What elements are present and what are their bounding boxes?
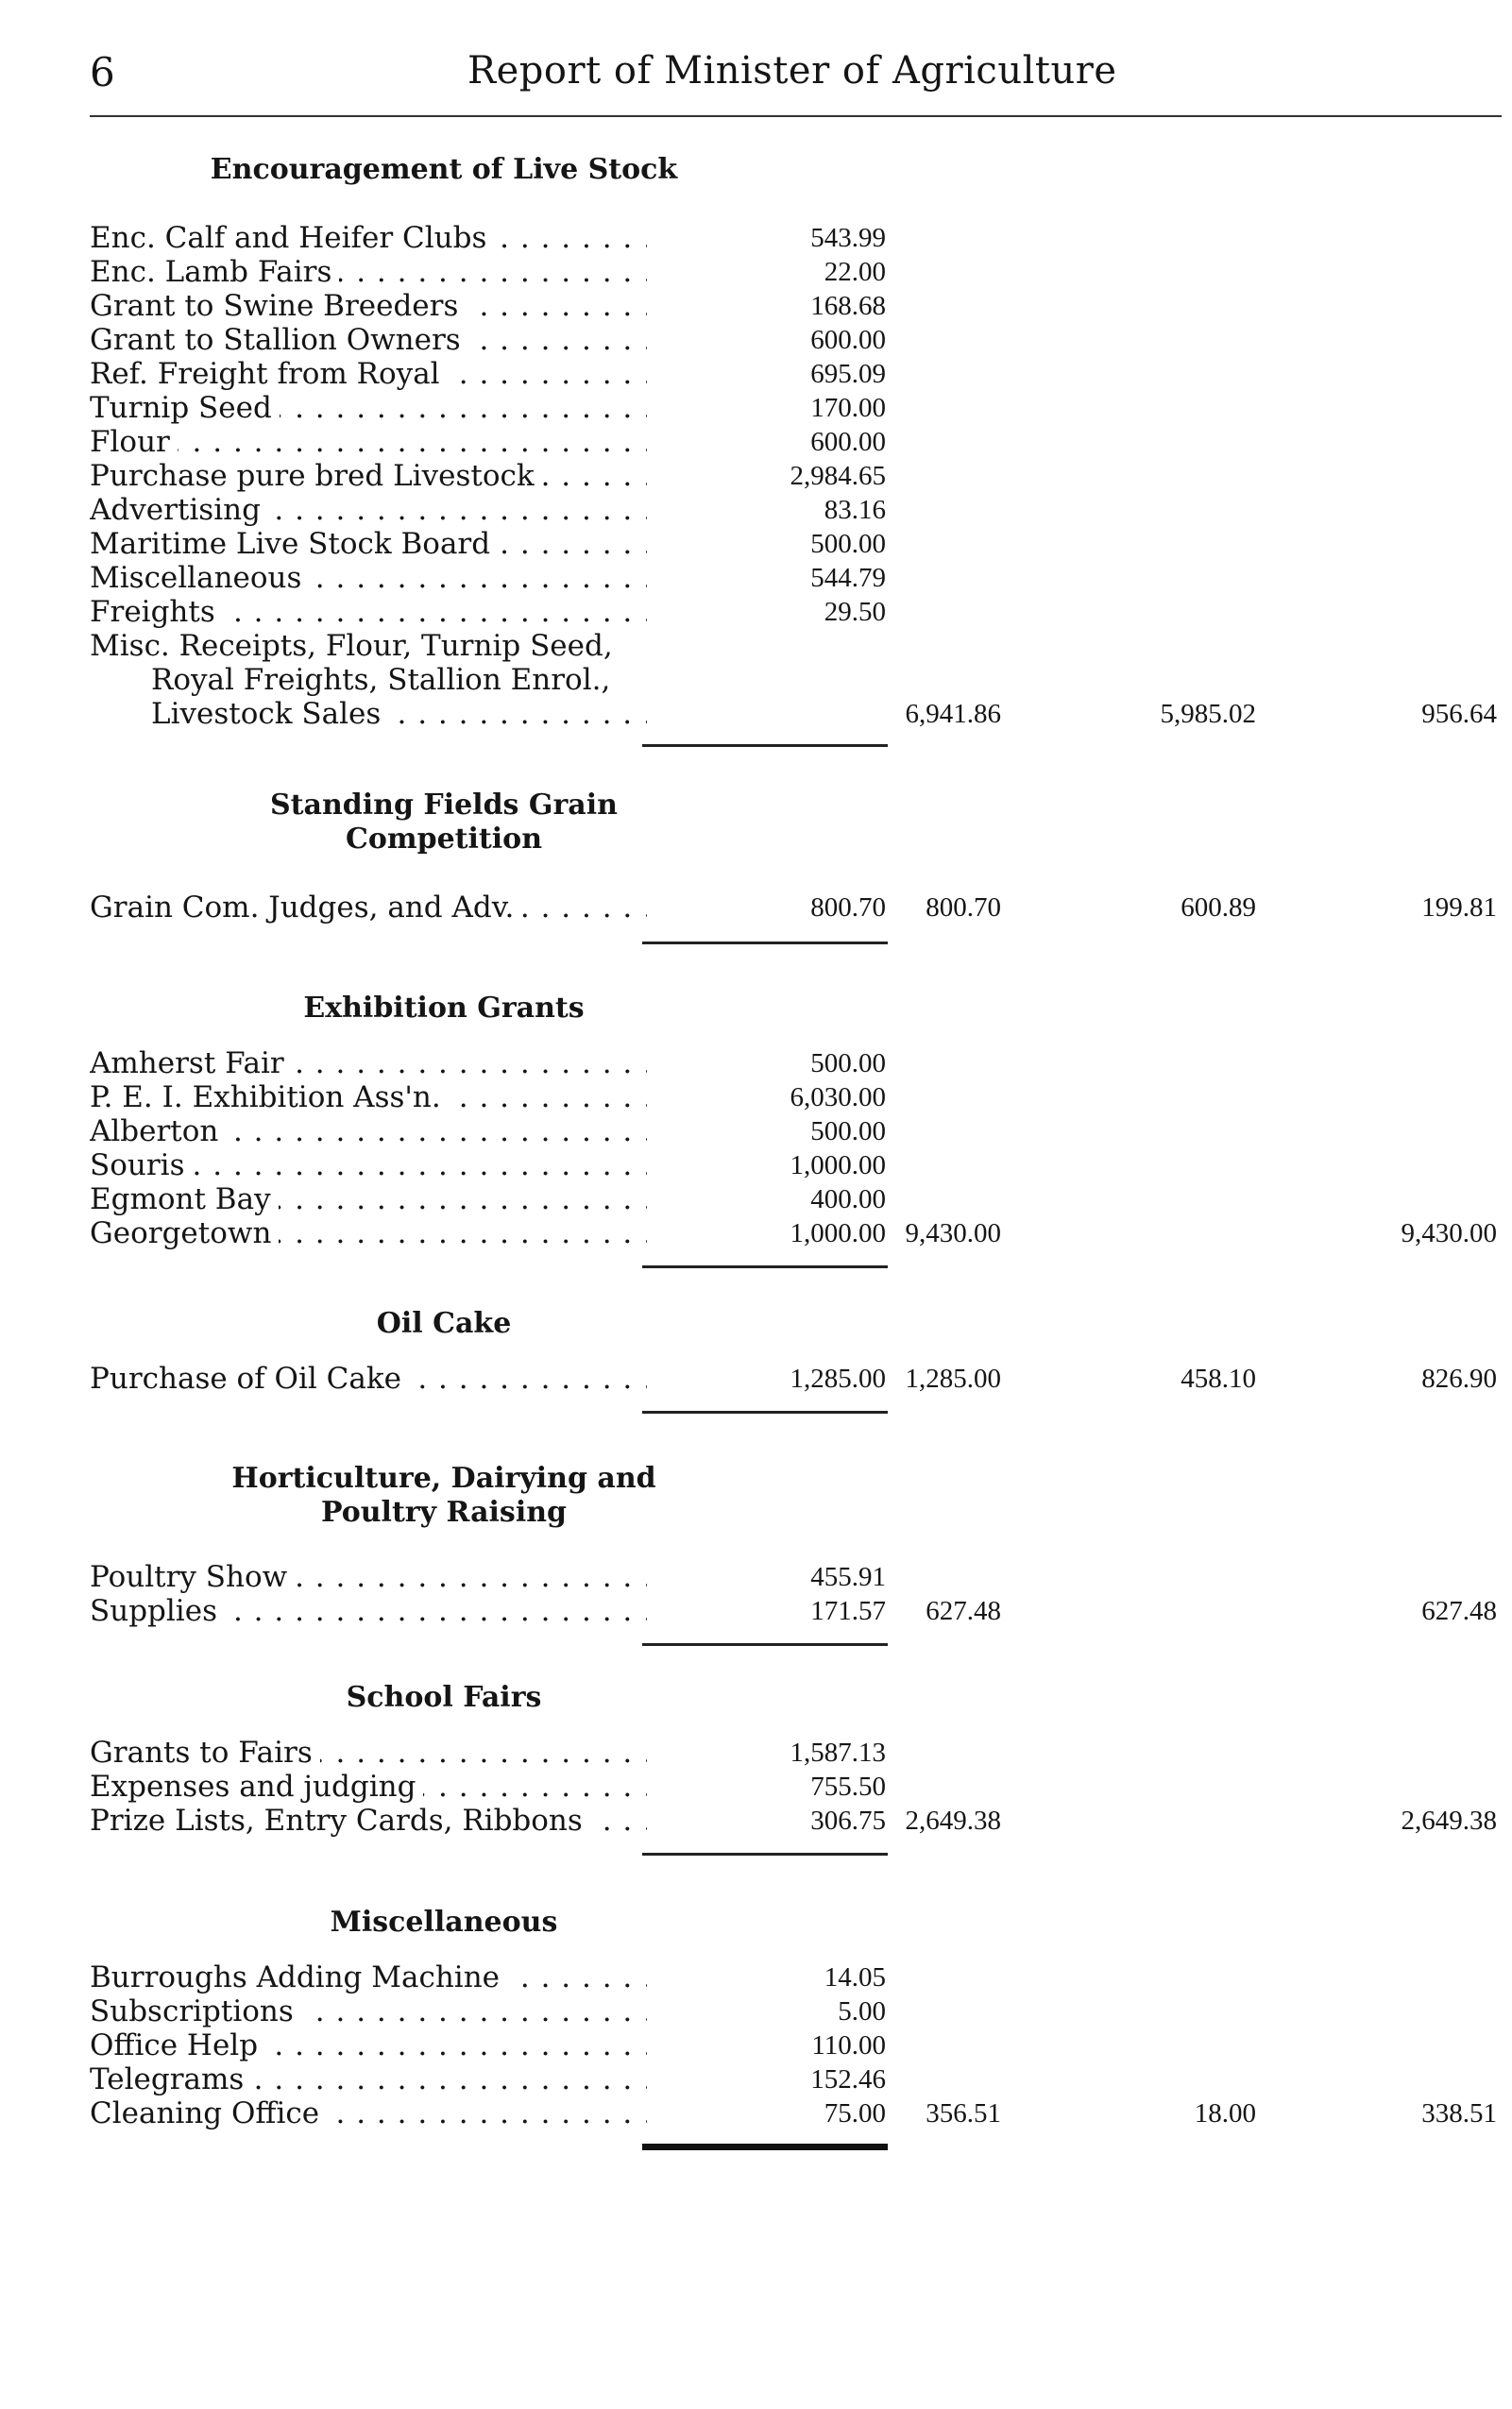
item-amount: 22.00 <box>824 257 886 287</box>
page-header <box>90 49 1497 106</box>
line-item <box>90 1216 1506 1250</box>
section-title: School Fairs <box>346 1681 542 1714</box>
section-title: Oil Cake <box>376 1307 512 1340</box>
item-label: Purchase pure bred Livestock <box>90 459 542 493</box>
item-label: Purchase of Oil Cake <box>90 1362 409 1396</box>
item-label: Office Help <box>90 2028 265 2062</box>
item-amount: 1,587.13 <box>790 1738 886 1768</box>
item-amount: 1,000.00 <box>790 1150 886 1180</box>
subtotal-rule <box>642 1643 888 1646</box>
item-label: Enc. Calf and Heifer Clubs <box>90 221 494 255</box>
item-amount: 1,285.00 <box>790 1364 886 1394</box>
final-rule <box>642 2144 888 2150</box>
item-label: Grants to Fairs <box>90 1736 320 1770</box>
section-total-net: 956.64 <box>1421 699 1497 729</box>
line-item <box>90 391 1506 425</box>
line-item <box>90 425 1506 459</box>
section-title: Encouragement of Live Stock <box>210 153 678 186</box>
line-item <box>90 891 1506 925</box>
item-amount: 110.00 <box>811 2030 886 2061</box>
item-label: Amherst Fair <box>90 1046 292 1080</box>
section-title: Miscellaneous <box>330 1906 558 1939</box>
item-amount: 755.50 <box>810 1772 886 1802</box>
header-rule <box>90 115 1502 117</box>
section-total-expenditure: 800.70 <box>926 892 1001 923</box>
subtotal-rule <box>642 744 888 747</box>
line-item <box>90 1960 1506 1994</box>
subtotal-rule <box>642 1853 888 1856</box>
section-title-line2: Poultry Raising <box>320 1496 568 1529</box>
item-label: Freights <box>90 595 223 629</box>
line-item <box>90 1148 1506 1182</box>
subtotal-rule <box>642 942 888 944</box>
line-item <box>90 1362 1506 1396</box>
section-total-net: 627.48 <box>1421 1596 1497 1626</box>
item-amount: 29.50 <box>824 597 886 627</box>
item-amount: 306.75 <box>810 1806 886 1836</box>
item-label: Ref. Freight from Royal <box>90 357 448 391</box>
line-item <box>90 2062 1506 2096</box>
section-title: Exhibition Grants <box>303 992 585 1025</box>
section-total-expenditure: 6,941.86 <box>905 699 1001 729</box>
section-total-receipts: 458.10 <box>1181 1364 1256 1394</box>
item-amount: 455.91 <box>810 1562 886 1592</box>
line-item <box>90 493 1506 527</box>
line-item <box>90 1804 1506 1838</box>
section-title-line2: Competition <box>345 823 543 856</box>
item-label: Expenses and judging <box>90 1770 423 1804</box>
item-label: Miscellaneous <box>90 561 309 595</box>
subtotal-rule <box>642 1265 888 1268</box>
item-amount: 5.00 <box>838 1996 886 2027</box>
item-label: Souris <box>90 1148 193 1182</box>
item-amount: 171.57 <box>810 1596 886 1626</box>
line-item <box>90 2096 1506 2130</box>
item-label: Advertising <box>90 493 268 527</box>
item-label: Maritime Live Stock Board <box>90 527 498 561</box>
line-item <box>90 255 1506 289</box>
line-item <box>90 1046 1506 1080</box>
line-item <box>90 323 1506 357</box>
item-amount: 543.99 <box>810 223 886 253</box>
item-amount: 500.00 <box>810 529 886 559</box>
line-item <box>90 357 1506 391</box>
section-total-receipts: 18.00 <box>1194 2098 1256 2129</box>
line-item <box>90 1182 1506 1216</box>
item-amount: 170.00 <box>810 393 886 423</box>
item-label: Egmont Bay <box>90 1182 279 1216</box>
line-item <box>90 1560 1506 1594</box>
item-amount: 500.00 <box>810 1048 886 1078</box>
item-label: P. E. I. Exhibition Ass'n. <box>90 1080 449 1114</box>
item-label: Cleaning Office <box>90 2096 327 2130</box>
subtotal-rule <box>642 1411 888 1414</box>
item-amount: 14.05 <box>824 1962 886 1993</box>
page-number: 6 <box>90 49 115 95</box>
line-item <box>90 1736 1506 1770</box>
line-item <box>90 663 1506 697</box>
item-amount: 152.46 <box>810 2064 886 2095</box>
item-label: Telegrams <box>90 2062 251 2096</box>
section-total-net: 199.81 <box>1421 892 1497 923</box>
item-label: Poultry Show <box>90 1560 295 1594</box>
line-item <box>90 561 1506 595</box>
item-amount: 168.68 <box>810 291 886 321</box>
item-label: Flour <box>90 425 178 459</box>
line-item <box>90 1080 1506 1114</box>
line-item <box>90 2028 1506 2062</box>
section-total-receipts: 5,985.02 <box>1160 699 1256 729</box>
item-label: Grant to Stallion Owners <box>90 323 468 357</box>
item-label: Supplies <box>90 1594 225 1628</box>
item-label: Grain Com. Judges, and Adv. <box>90 891 521 925</box>
item-amount: 695.09 <box>810 359 886 389</box>
section-total-net: 2,649.38 <box>1401 1806 1497 1836</box>
item-label: Royal Freights, Stallion Enrol., <box>151 663 618 697</box>
section-title: Horticulture, Dairying and <box>231 1462 656 1495</box>
line-item <box>90 459 1506 493</box>
item-label: Alberton <box>90 1114 226 1148</box>
item-amount: 600.00 <box>810 325 886 355</box>
item-amount: 1,000.00 <box>790 1218 886 1248</box>
item-amount: 400.00 <box>810 1184 886 1214</box>
item-label: Burroughs Adding Machine <box>90 1960 507 1994</box>
section-total-receipts: 600.89 <box>1181 892 1256 923</box>
section-total-net: 338.51 <box>1421 2098 1497 2129</box>
line-item <box>90 1994 1506 2028</box>
item-amount: 83.16 <box>824 495 886 525</box>
line-item <box>90 527 1506 561</box>
section-total-expenditure: 356.51 <box>926 2098 1001 2129</box>
line-item <box>90 595 1506 629</box>
item-label: Livestock Sales <box>151 697 388 731</box>
item-label: Turnip Seed <box>90 391 280 425</box>
section-total-net: 826.90 <box>1421 1364 1497 1394</box>
section-total-expenditure: 1,285.00 <box>905 1364 1001 1394</box>
item-amount: 800.70 <box>810 892 886 923</box>
section-total-expenditure: 627.48 <box>926 1596 1001 1626</box>
item-amount: 600.00 <box>810 427 886 457</box>
item-label: Prize Lists, Entry Cards, Ribbons <box>90 1804 590 1838</box>
item-label: Misc. Receipts, Flour, Turnip Seed, <box>90 629 620 663</box>
item-label: Enc. Lamb Fairs <box>90 255 339 289</box>
item-amount: 6,030.00 <box>790 1082 886 1112</box>
item-amount: 75.00 <box>824 2098 886 2129</box>
running-title: Report of Minister of Agriculture <box>467 49 1117 93</box>
section-total-expenditure: 9,430.00 <box>905 1218 1001 1248</box>
line-item <box>90 1770 1506 1804</box>
item-amount: 2,984.65 <box>790 461 886 491</box>
line-item <box>90 289 1506 323</box>
section-title: Standing Fields Grain <box>270 789 618 822</box>
line-item <box>90 1114 1506 1148</box>
line-item <box>90 697 1506 731</box>
item-label: Subscriptions <box>90 1994 301 2028</box>
section-total-net: 9,430.00 <box>1401 1218 1497 1248</box>
line-item <box>90 221 1506 255</box>
item-label: Georgetown <box>90 1216 279 1250</box>
item-amount: 500.00 <box>810 1116 886 1146</box>
line-item <box>90 629 1506 663</box>
item-label: Grant to Swine Breeders <box>90 289 466 323</box>
line-item <box>90 1594 1506 1628</box>
section-total-expenditure: 2,649.38 <box>905 1806 1001 1836</box>
item-amount: 544.79 <box>810 563 886 593</box>
